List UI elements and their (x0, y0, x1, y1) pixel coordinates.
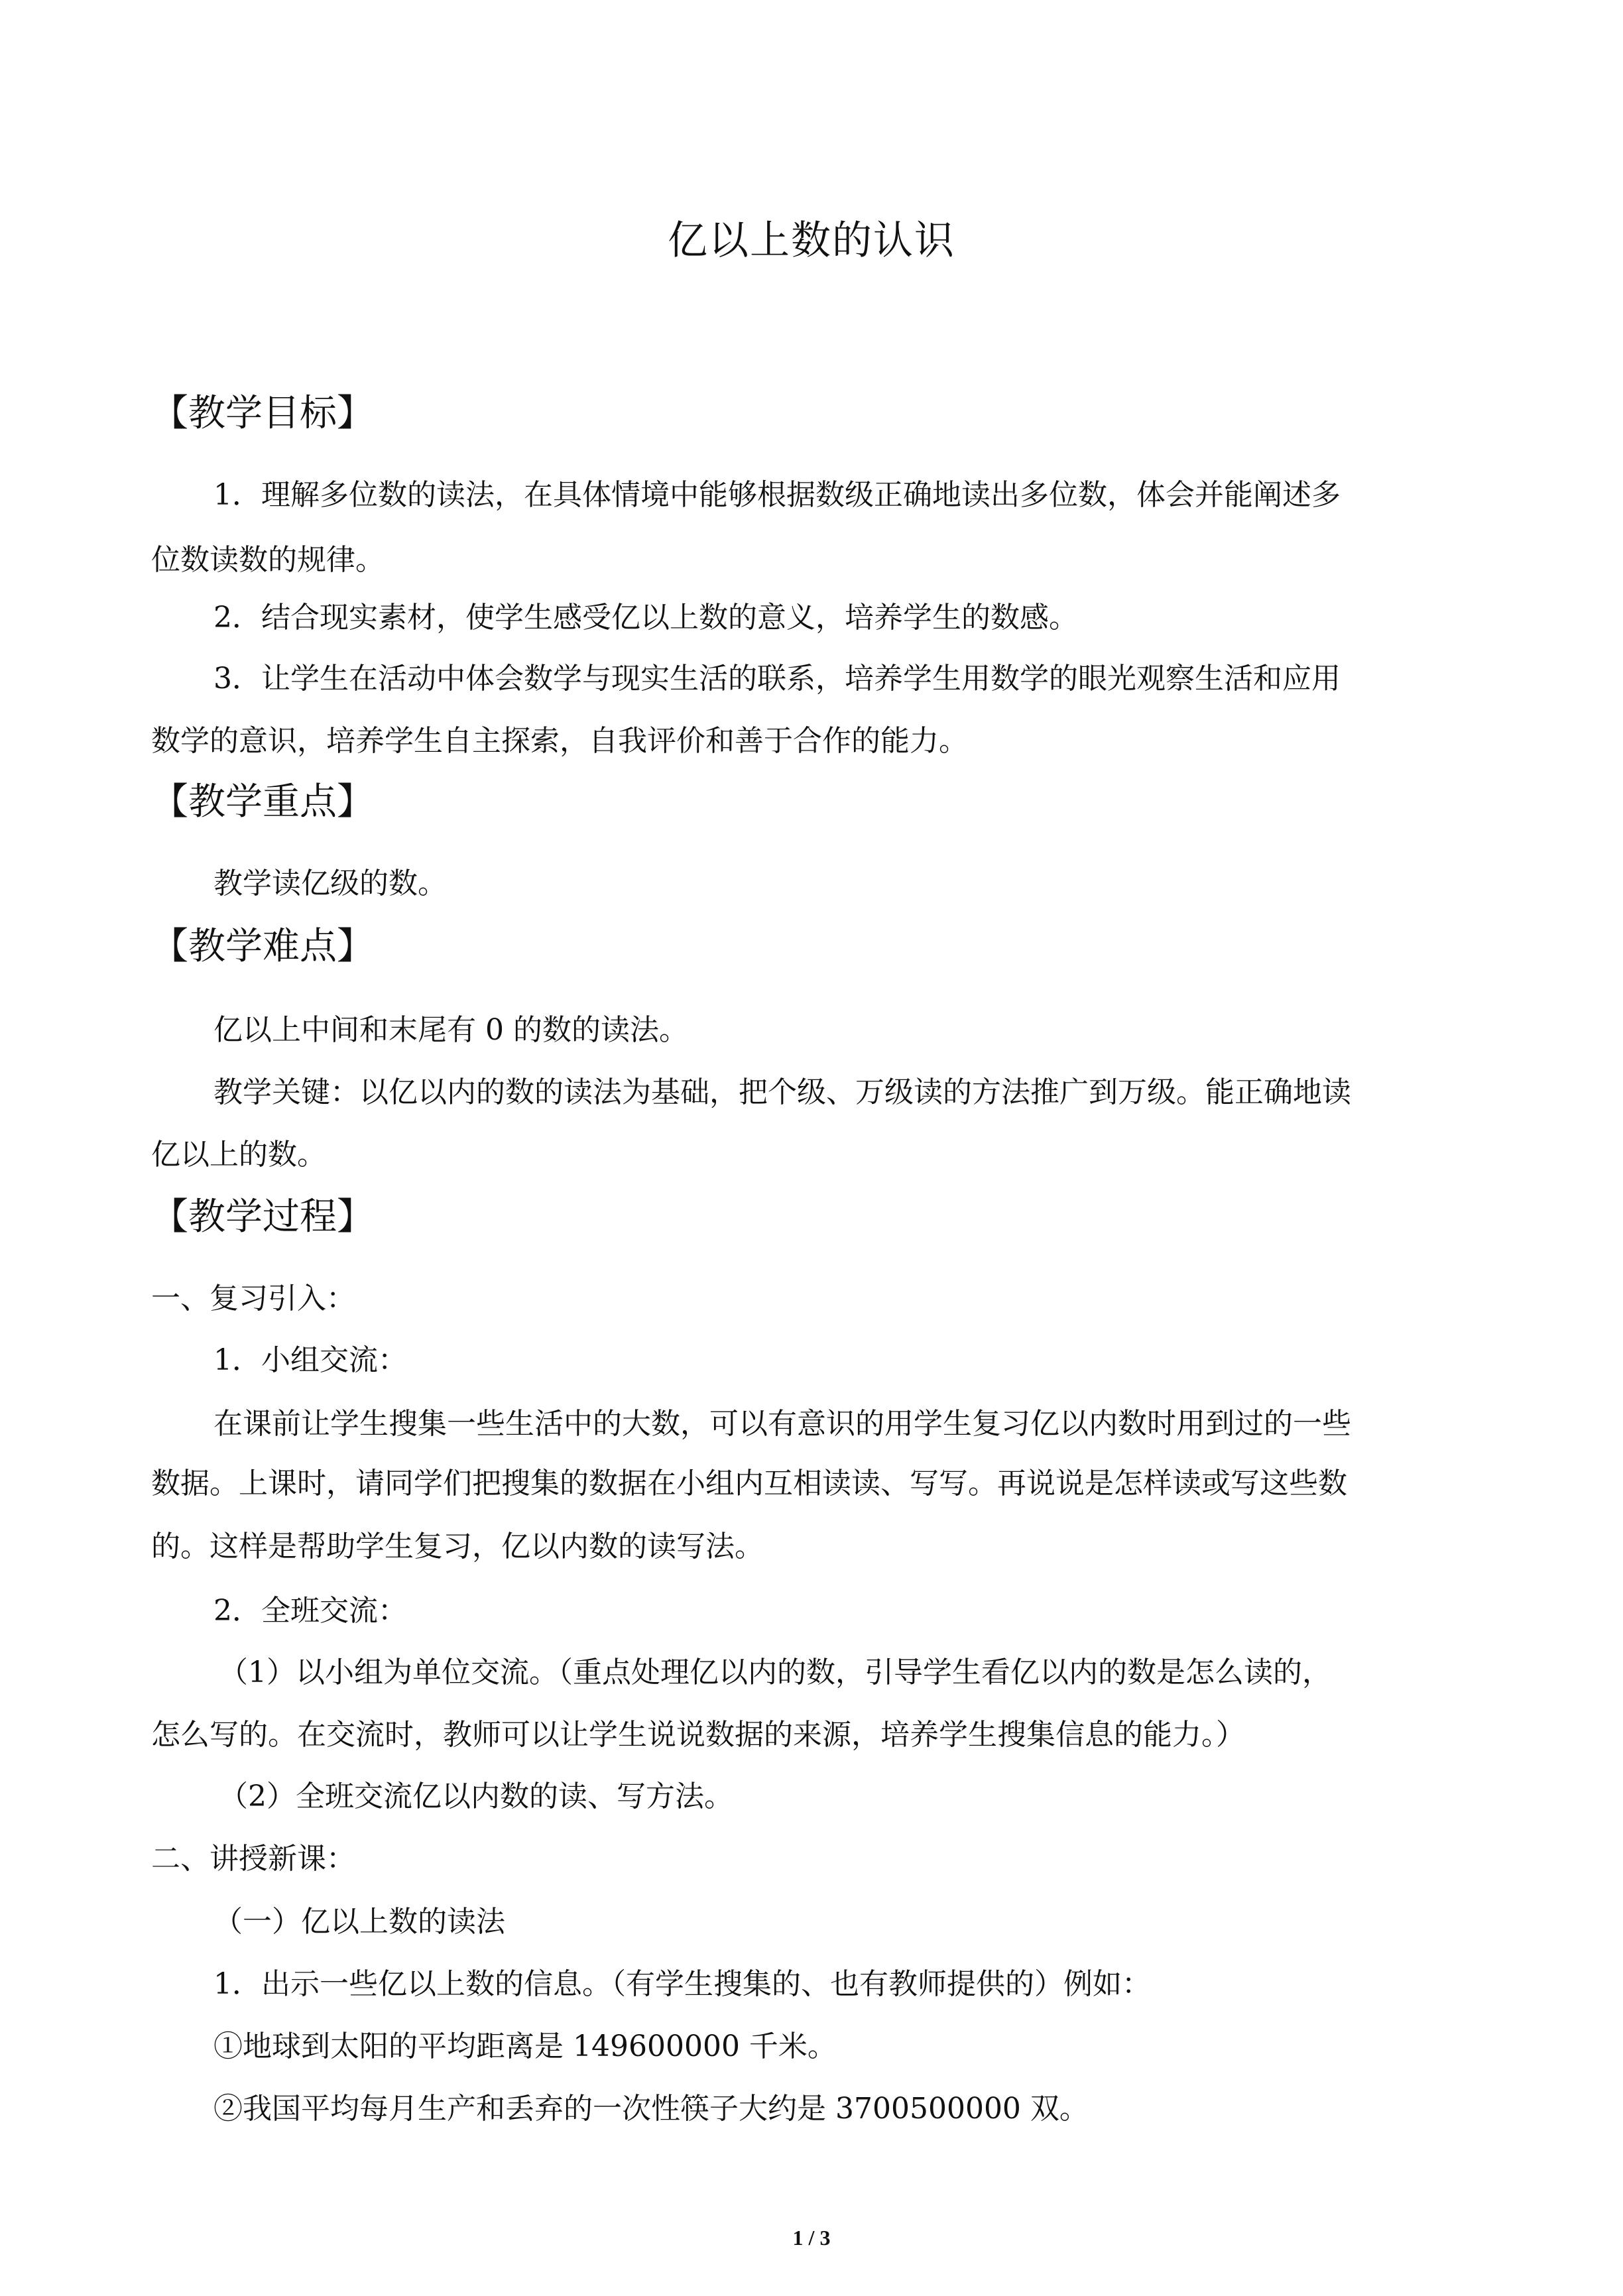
difficulty-line-3: 亿以上的数。 (151, 1138, 326, 1172)
process-line-4: 数据。上课时，请同学们把搜集的数据在小组内互相读读、写写。再说说是怎样读或写这些数 (151, 1467, 1347, 1500)
process-line-13: ①地球到太阳的平均距离是 149600000 千米。 (213, 2029, 837, 2063)
goals-line-3: 2．结合现实素材，使学生感受亿以上数的意义，培养学生的数感。 (213, 601, 1078, 634)
process-line-2: 1．小组交流： (213, 1343, 407, 1377)
page-number: 1 / 3 (792, 2226, 831, 2250)
process-line-9: （2）全班交流亿以内数的读、写方法。 (219, 1780, 733, 1813)
goals-line-2: 位数读数的规律。 (151, 543, 385, 577)
document-title: 亿以上数的认识 (668, 217, 955, 264)
section-heading-goals: 【教学目标】 (151, 392, 374, 435)
difficulty-line-2: 教学关键：以亿以内的数的读法为基础，把个级、万级读的方法推广到万级。能正确地读 (213, 1075, 1351, 1109)
section-heading-process: 【教学过程】 (151, 1195, 374, 1239)
process-line-12: 1．出示一些亿以上数的信息。（有学生搜集的、也有教师提供的）例如： (213, 1967, 1151, 2001)
goals-line-5: 数学的意识，培养学生自主探索，自我评价和善于合作的能力。 (151, 724, 968, 758)
process-line-11: （一）亿以上数的读法 (213, 1905, 505, 1939)
section-heading-key: 【教学重点】 (151, 780, 374, 823)
section-heading-difficulty: 【教学难点】 (151, 925, 374, 968)
process-line-6: 2．全班交流： (213, 1594, 407, 1628)
process-line-14: ②我国平均每月生产和丢弃的一次性筷子大约是 3700500000 双。 (213, 2092, 1089, 2126)
goals-line-4: 3．让学生在活动中体会数学与现实生活的联系，培养学生用数学的眼光观察生活和应用 (213, 662, 1341, 695)
process-line-1: 一、复习引入： (151, 1282, 355, 1315)
process-line-10: 二、讲授新课： (151, 1842, 355, 1876)
process-line-8: 怎么写的。在交流时，教师可以让学生说说数据的来源，培养学生搜集信息的能力。） (151, 1718, 1245, 1752)
difficulty-line-1: 亿以上中间和末尾有 0 的数的读法。 (213, 1013, 688, 1047)
goals-line-1: 1．理解多位数的读法，在具体情境中能够根据数级正确地读出多位数，体会并能阐述多 (213, 478, 1341, 512)
process-line-3: 在课前让学生搜集一些生活中的大数，可以有意识的用学生复习亿以内数时用到过的一些 (213, 1407, 1351, 1441)
process-line-7: （1）以小组为单位交流。（重点处理亿以内的数，引导学生看亿以内的数是怎么读的， (219, 1656, 1331, 1689)
process-line-5: 的。这样是帮助学生复习，亿以内数的读写法。 (151, 1530, 764, 1563)
key-line-1: 教学读亿级的数。 (213, 867, 447, 900)
